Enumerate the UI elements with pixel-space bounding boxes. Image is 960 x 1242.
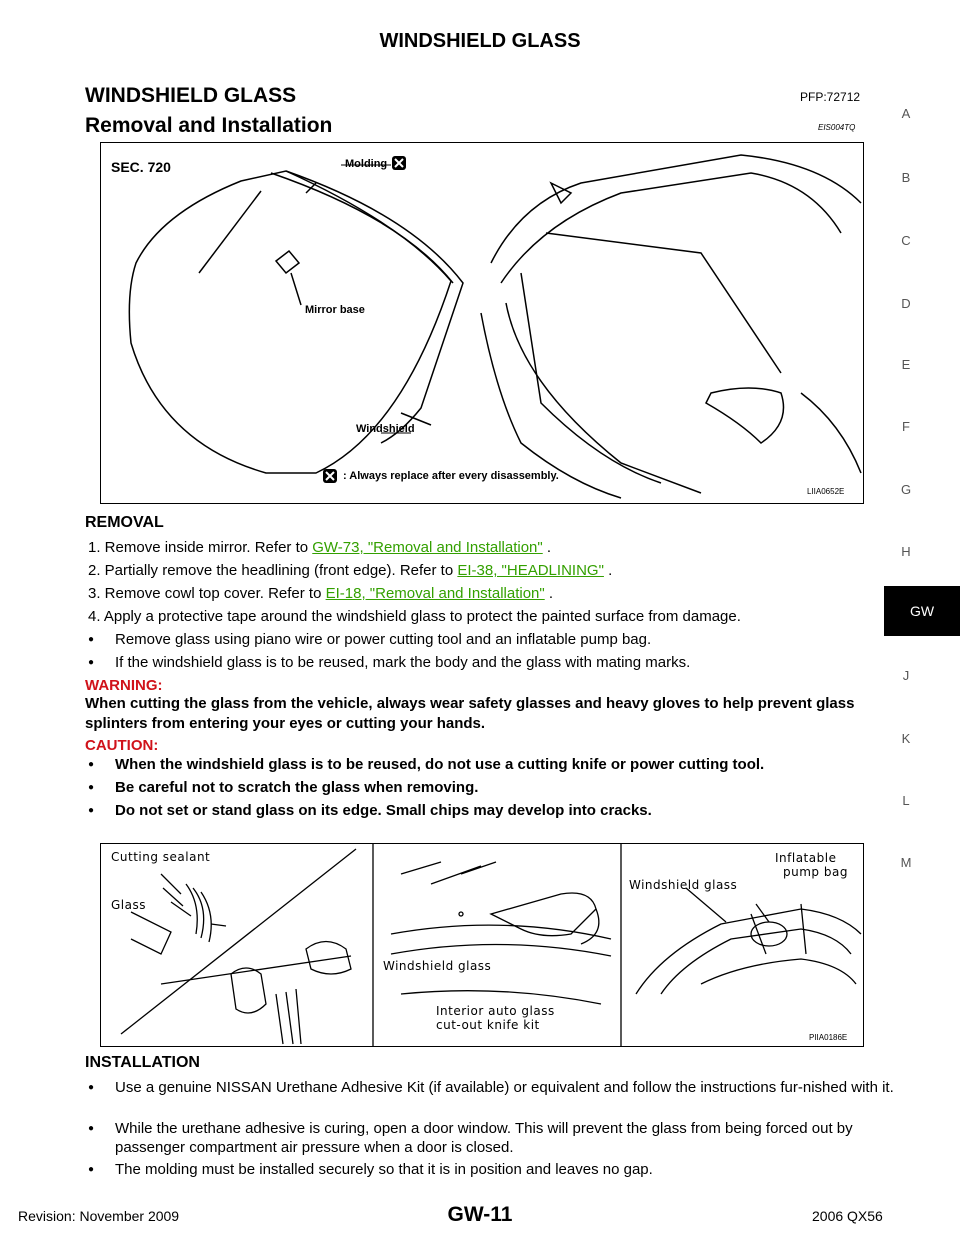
subtitle-code: EIS004TQ [818,123,856,132]
bullet-icon: ● [88,782,95,793]
bullet-icon: ● [88,657,95,668]
bullet-icon: ● [88,1082,95,1093]
removal-step: 3. Remove cowl top cover. Refer to EI-18, "Removal and Installation" . [88,585,554,602]
molding-label: Molding [345,158,388,170]
replace-icon [323,469,337,483]
footer-model: 2006 QX56 [812,1208,883,1224]
removal-step: 1. Remove inside mirror. Refer to GW-73, "Removal and Installation" . [88,539,552,556]
windshield-label: Windshield [356,423,415,435]
warning-text: When cutting the glass from the vehicle, always wear safety glasses and heavy gloves to help prevent glass splinters from entering your eyes or cutting your hands. [85,695,855,732]
bullet-icon: ● [88,634,95,645]
footer-revision: Revision: November 2009 [18,1208,180,1224]
caution-item: ● Do not set or stand glass on its edge. Small chips may develop into cracks. [88,802,652,819]
link-gw-73[interactable]: GW-73, "Removal and Installation" [312,539,543,556]
side-tab-d[interactable]: D [901,296,911,311]
installation-heading: INSTALLATION [85,1054,200,1071]
side-tab-g[interactable]: G [900,482,912,497]
figure1-code: LIIA0652E [807,487,845,496]
side-tab-c[interactable]: C [901,233,911,248]
caution-label: CAUTION: [85,737,159,754]
side-tab-f[interactable]: F [902,419,910,434]
installation-bullet: ● Use a genuine NISSAN Urethane Adhesive Kit (if available) or equivalent and follow the instructions fur-nished with it. [88,1079,894,1096]
removal-step: 4. Apply a protective tape around the windshield glass to protect the painted surface from damage. [88,608,741,625]
caution-item: ● Be careful not to scratch the glass when removing. [88,779,479,796]
bullet-icon: ● [88,759,95,770]
figure-windshield-diagram [100,142,864,504]
page-header-title: WINDSHIELD GLASS [379,30,581,52]
warning-label: WARNING: [85,677,163,694]
side-tab-j[interactable]: J [902,668,910,683]
replace-icon [392,156,406,170]
side-tab-k[interactable]: K [901,731,911,746]
side-tab-l[interactable]: L [902,793,910,808]
removal-bullet: ● If the windshield glass is to be reused, mark the body and the glass with mating marks. [88,654,691,671]
section-title: WINDSHIELD GLASS [85,84,297,107]
glass-label: Glass [111,898,146,912]
pfp-code: PFP:72712 [800,90,861,104]
side-tab-b[interactable]: B [901,170,911,185]
windshield-diagram [101,143,863,503]
side-tab-m[interactable]: M [900,855,912,870]
replace-note: : Always replace after every disassembly. [343,470,559,482]
windshield-glass-label-a: Windshield glass [383,959,492,973]
removal-heading: REMOVAL [85,514,164,531]
installation-bullet: ● While the urethane adhesive is curing, open a door window. This will prevent the glass from being forced out by passenger compartment air pressure when a door is closed. [88,1120,853,1156]
knife-kit-label-1: Interior auto glass [436,1004,555,1018]
figure2-code: PIIA0186E [809,1033,848,1042]
bullet-icon: ● [88,1164,95,1175]
footer-page-number: GW-11 [447,1203,513,1226]
side-tab-e[interactable]: E [901,357,911,372]
figure-removal-tools [100,843,864,1047]
sec-label: SEC. 720 [111,159,171,175]
side-tab-gw-active[interactable]: GW [884,586,960,636]
cutting-sealant-label: Cutting sealant [111,850,211,864]
pump-bag-label-2: pump bag [783,865,848,879]
caution-item: ● When the windshield glass is to be reused, do not use a cutting knife or power cutting tool. [88,756,765,773]
bullet-icon: ● [88,805,95,816]
bullet-icon: ● [88,1123,95,1134]
pump-bag-label-1: Inflatable [775,851,837,865]
subtitle: Removal and Installation [85,114,333,137]
side-tab-h[interactable]: H [901,544,911,559]
link-ei-18[interactable]: EI-18, "Removal and Installation" [325,585,545,602]
link-ei-38[interactable]: EI-38, "HEADLINING" [457,562,604,579]
removal-bullet: ● Remove glass using piano wire or power cutting tool and an inflatable pump bag. [88,631,652,648]
removal-step: 2. Partially remove the headlining (front edge). Refer to EI-38, "HEADLINING" . [88,562,613,579]
installation-bullet: ● The molding must be installed securely so that it is in position and leaves no gap. [88,1161,653,1178]
knife-kit-label-2: cut-out knife kit [436,1018,540,1032]
mirror-base-label: Mirror base [305,304,365,316]
side-tab-a[interactable]: A [901,106,911,121]
windshield-glass-label-b: Windshield glass [629,878,738,892]
